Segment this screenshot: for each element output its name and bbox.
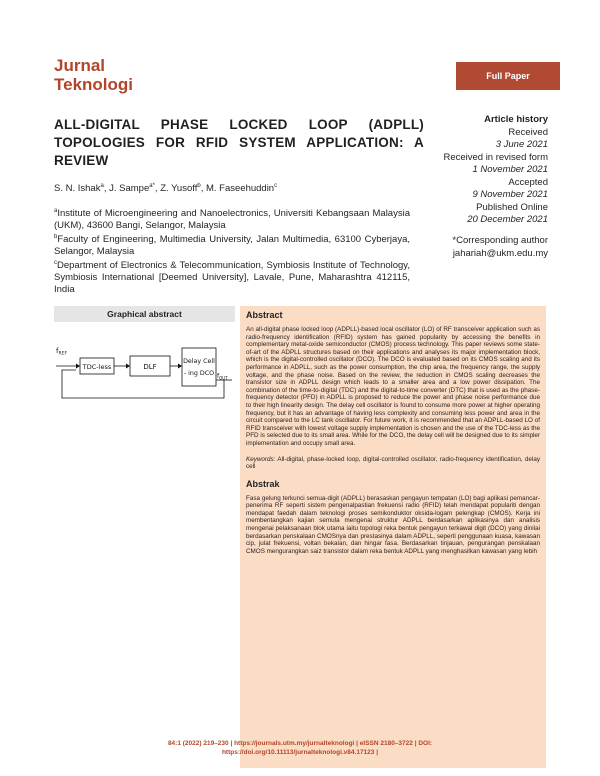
- footer-line1: 84:1 (2022) 219–230 | https://journals.utm.my/jurnalteknologi | eISSN 2180–3722 | DOI:: [167, 740, 433, 747]
- author-name: M. Faseehuddin: [205, 183, 275, 194]
- dlf-arrow-icon: [126, 364, 130, 369]
- received-label: Received: [508, 126, 548, 138]
- adpll-block-diagram: [54, 322, 235, 410]
- page-footer: [0, 739, 600, 757]
- corresponding-author: [398, 234, 548, 260]
- journal-logo: [54, 56, 133, 94]
- abstrak-text: Fasa gelung terkunci semua-digit (ADPLL) berasaskan pengayun tempatan (LO) bagi aplikasi pemancar-penerima RF seperti sistem pengenalpastian frekuensi radio (RFID) telah mendapat populariti dengan mendapat faedah dalam teknologi proses semikonduktor oksida-logam pelengkap (CMOS). Kerja ini membentangkan kajian semula mengenai struktur ADPLL berdasarkan aplikasinya dan analisis mengenai pelaksanaan blok utama iaitu topologi reka bentuk pengayun terkawal digit (DCO) yang dinilai berdasarkan penskalaan CMOSnya dan prestasinya dalam ADPLL, seperti penggunaan kuasa, kawasan cip, julat frekuensi, voltan bekalan, dan hingar fasa. Berdasarkan tinjauan, pengurangan penskalaan CMOS mengurangkan saiz transistor dalam reka bentuk ADPLL yang menghasilkan kawasan yang lebih: [246, 494, 540, 555]
- dco-block: [182, 348, 216, 386]
- abstract-text: An all-digital phase locked loop (ADPLL)-based local oscillator (LO) of RF transceiver application such as radio-frequency identification (RFID) system has gained popularity by accessing the benefits in complementary metal-oxide semiconductor (CMOS) process technology. This paper reviews some state-of-art of the ADPLL structures based on their applications and analyses its major implementation block, which is the digital-controlled oscillator (DCO). The DCO is evaluated based on its CMOS scaling and its performance in ADPLL, such as the power consumption, the chip area, the frequency range, the supply voltage, and the phase noise. Based on the review, the reduction in CMOS scaling decreases the transistor size in ADPLL design which leads to a smaller area and a low power dissipation. The combination of the time-to-digital (TDC) and the digital-to-time converter (DTC) that is used as the phase-frequency detector (PFD) in ADPLL is proposed to reduce the power and phase noise performance due to their high linearity design. The delay cell oscillator is found to consume more power at higher operating frequency, but it has an advantage of having less complexity and consuming less power and area in the circuit compared to the LC tank oscillator. For future work, it is recommended that an ADPLL-based LO of RFID transceiver with lowest voltage supply implementation is chosen and the use of the TDC-less as the PFD is selected due to its small area. While for the DCO, the delay cell will be designed due to its simpler implementation and occupy small area.: [246, 326, 540, 447]
- article-history: [398, 114, 548, 227]
- revised-label: Received in revised form: [443, 151, 548, 163]
- keywords-label: Keywords:: [246, 455, 276, 463]
- author-sup: c: [274, 182, 278, 189]
- author-sup: a: [100, 182, 104, 189]
- corresponding-label: *Corresponding author: [452, 235, 548, 246]
- graphical-abstract-title: Graphical abstract: [54, 306, 235, 322]
- abstract-section: [240, 306, 546, 768]
- affiliation-sup: c: [54, 259, 57, 266]
- affiliation: [54, 260, 410, 296]
- graphical-abstract: [54, 306, 235, 410]
- published-label: Published Online: [476, 201, 548, 213]
- author-sup: b: [197, 182, 201, 189]
- corresponding-email[interactable]: jahariah@ukm.edu.my: [452, 248, 548, 259]
- accepted-label: Accepted: [508, 176, 548, 188]
- affiliation: [54, 208, 410, 232]
- article-title: ALL-DIGITAL PHASE LOCKED LOOP (ADPLL) TOPOLOGIES FOR RFID SYSTEM APPLICATION: A REVIEW: [54, 117, 424, 168]
- fout-label: $f_{OUT}$: [217, 373, 228, 381]
- author-name: Z. Yusoff: [160, 183, 198, 194]
- affiliation-text: Faculty of Engineering, Multimedia University, Jalan Multimedia, 63100 Cyberjaya, Selangor, Malaysia: [54, 234, 410, 257]
- footer-doi[interactable]: https://doi.org/10.11113/jurnalteknologi.v84.17123 |: [221, 749, 379, 756]
- dco-label-line2: - ing DCO: [183, 370, 215, 377]
- author-name: J. Sampe: [109, 183, 150, 194]
- dco-arrow-icon: [178, 364, 182, 369]
- received-date: 3 June 2021: [495, 139, 548, 150]
- history-title: Article history: [484, 114, 548, 125]
- author-sup: a*: [149, 182, 155, 189]
- abstract-title: Abstract: [246, 310, 283, 320]
- journal-logo-line2: Teknologi: [54, 75, 134, 94]
- affiliation-text: Institute of Microengineering and Nanoelectronics, Universiti Kebangsaan Malaysia (UKM), 43600 Bangi, Selangor, Malaysia: [54, 208, 410, 231]
- abstrak-title: Abstrak: [246, 478, 280, 489]
- author-list: S. N. Ishak$^a$, J. Sampe$^{a*}$, Z. Yusoff$^b$, M. Faseehuddin$^c$: [54, 182, 278, 194]
- fref-label: $f_{REF}$: [56, 347, 68, 357]
- affiliation-sup: a: [54, 207, 58, 214]
- published-date: 20 December 2021: [467, 214, 548, 225]
- accepted-date: 9 November 2021: [472, 189, 548, 200]
- affiliation-text: Department of Electronics & Telecommunication, Symbiosis Institute of Technology, Symbiosis International [Deemed University], Lavale, Pune, Maharashtra 412115, India: [54, 260, 410, 295]
- affiliations: [54, 208, 410, 298]
- revised-date: 1 November 2021: [472, 164, 548, 175]
- tdc-label: TDC-less: [82, 363, 112, 371]
- author-name: S. N. Ishak: [54, 183, 101, 194]
- full-paper-badge: Full Paper: [456, 62, 560, 90]
- affiliation: [54, 234, 410, 258]
- fref-arrow-icon: [76, 364, 80, 369]
- affiliation-sup: b: [54, 233, 58, 240]
- dlf-label: DLF: [143, 363, 157, 371]
- dco-label-line1: Delay Cell: [183, 358, 215, 365]
- keywords: [246, 456, 540, 471]
- keywords-text: All-digital, phase-locked loop, digital-controlled oscillator, radio-frequency identification, delay cell: [246, 455, 540, 471]
- journal-logo-line1: Jurnal: [54, 56, 106, 75]
